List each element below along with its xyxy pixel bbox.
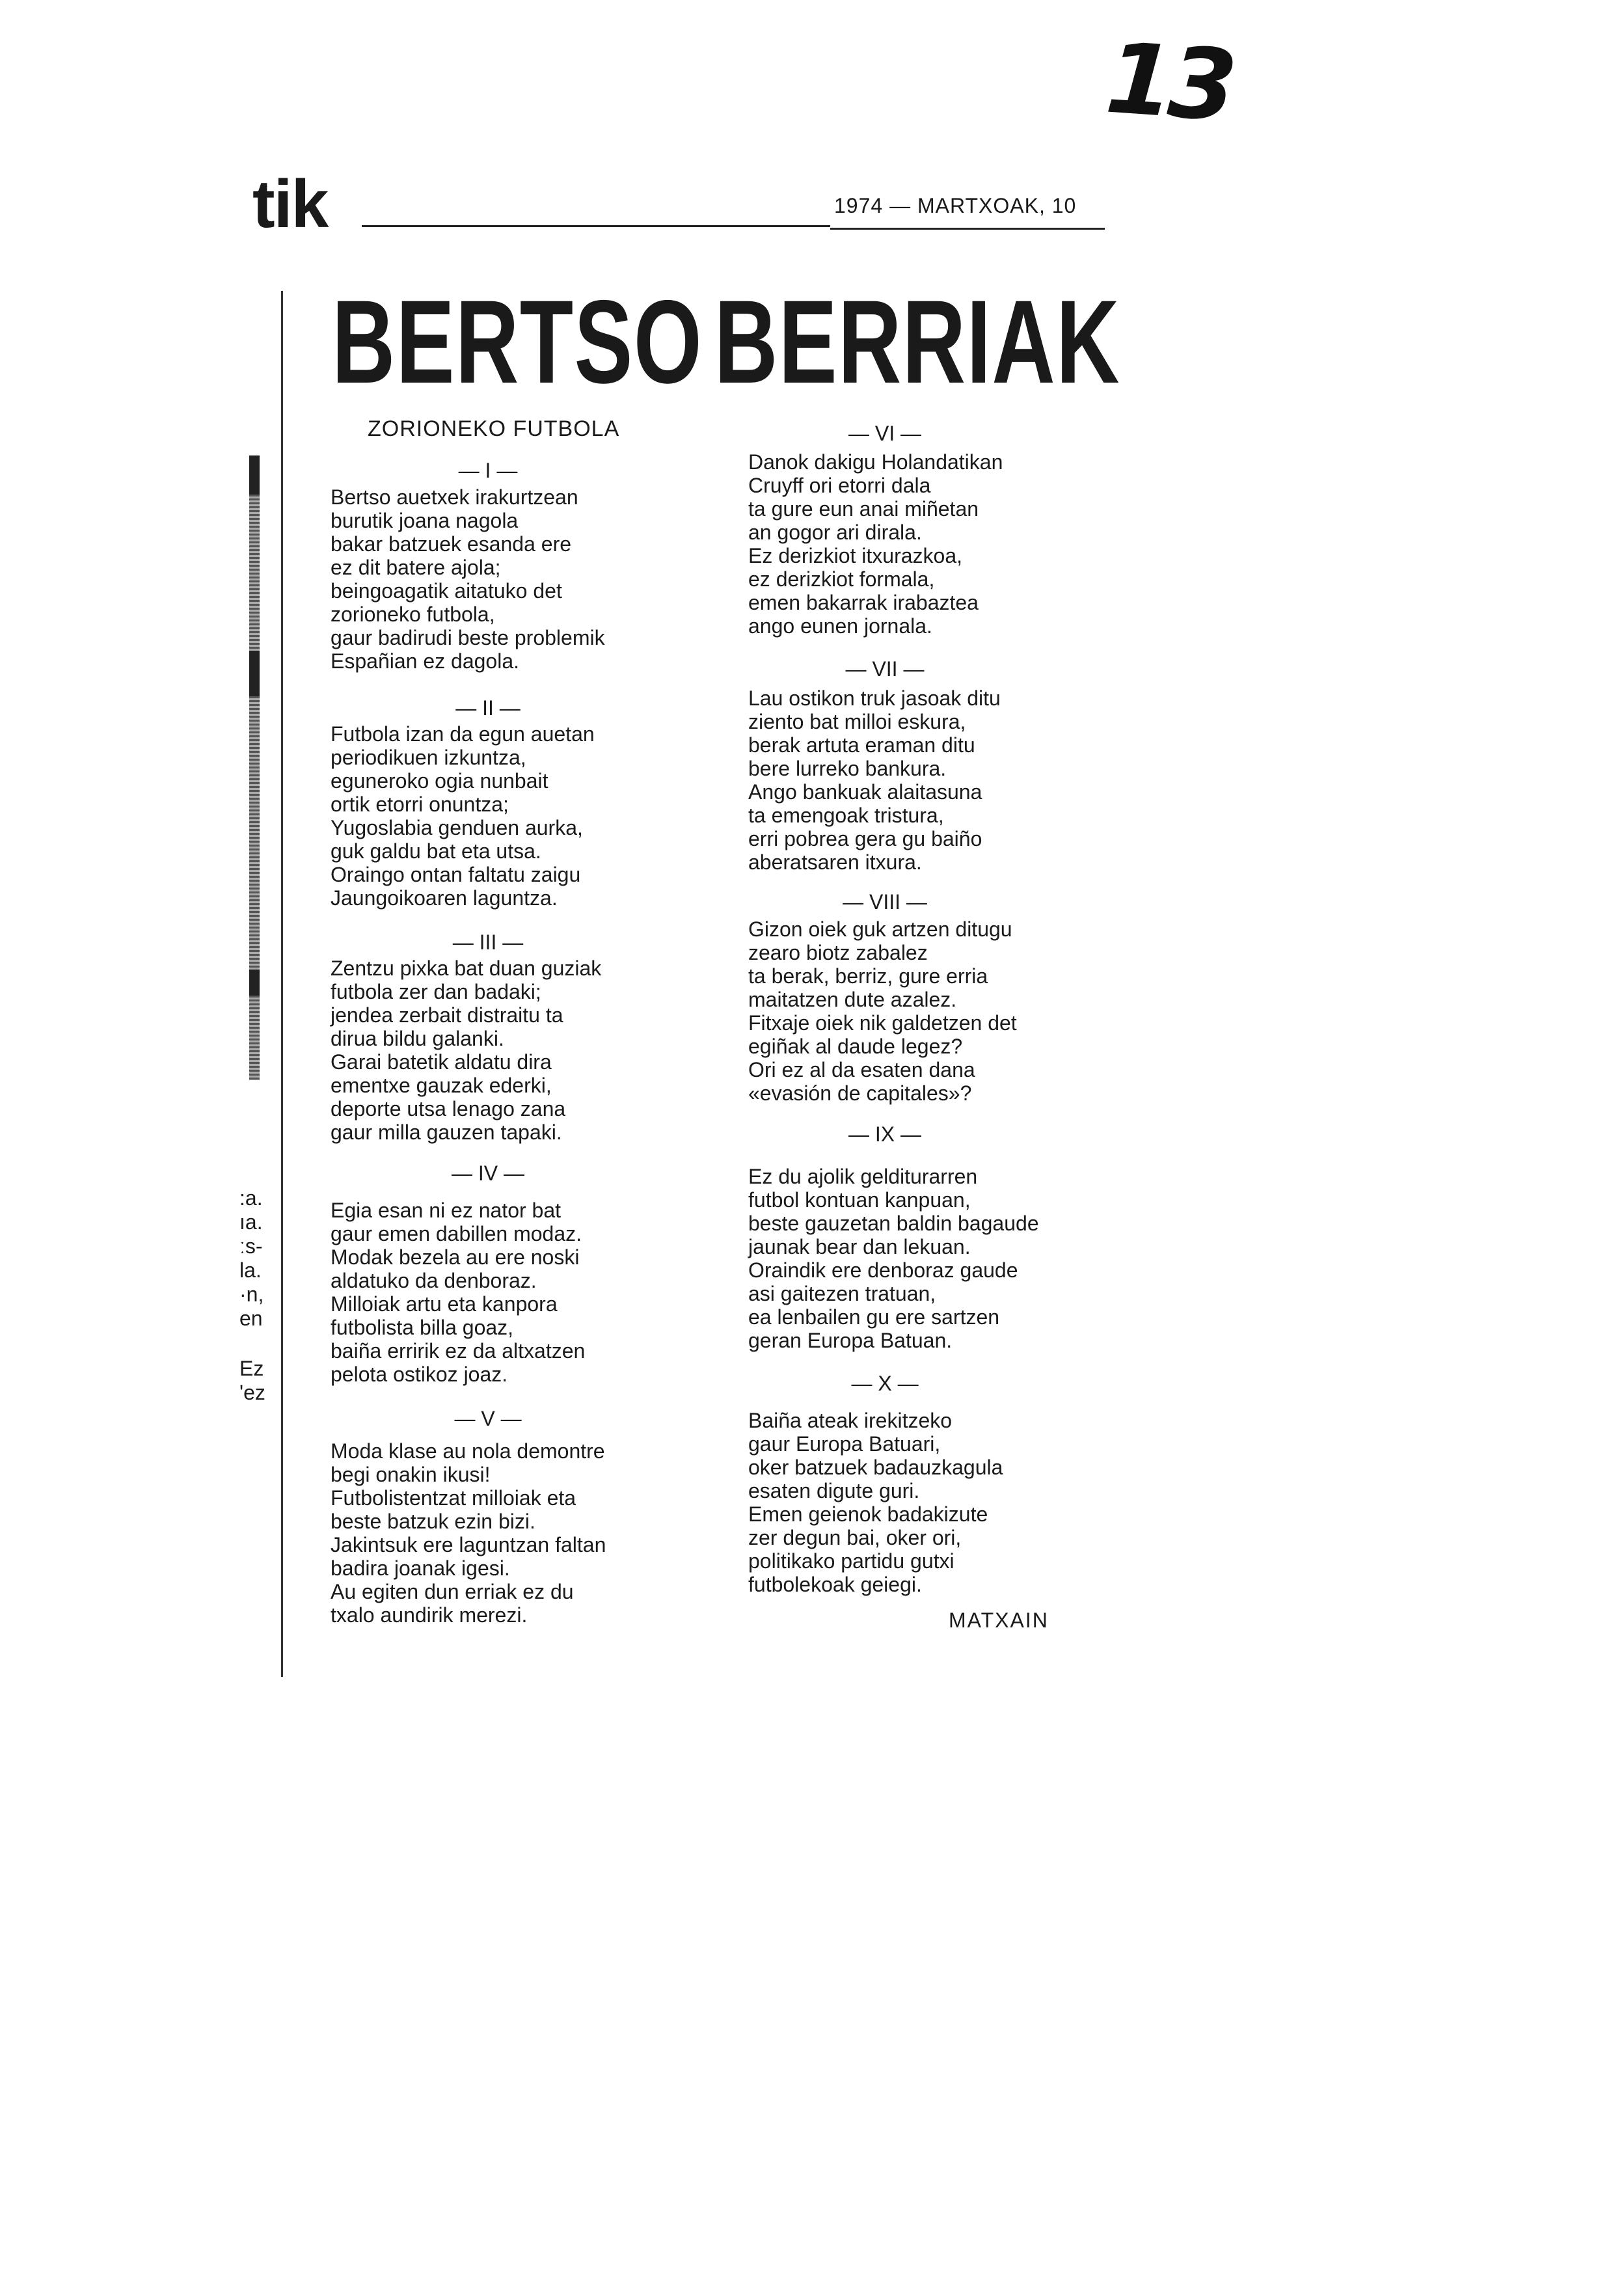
stanza-text: Danok dakigu Holandatikan Cruyff ori etorri dala ta gure eun anai miñetan an gogor ari dirala. Ez derizkiot itxurazkoa, ez derizkiot formala, emen bakarrak irabaztea ango eunen jornala. [748,450,1003,638]
scan-edge-mark [249,696,260,970]
scan-edge-mark [249,996,260,1080]
stanza-text: Lau ostikon truk jasoak ditu ziento bat milloi eskura, berak artuta eraman ditu bere lurreko bankura. Ango bankuak alaitasuna ta emengoak tristura, erri pobrea gera gu baiño aberatsaren itxura. [748,686,1001,874]
margin-fragment: en [239,1307,263,1330]
margin-fragment: la. [239,1258,262,1282]
stanza-number: — VII — [845,657,925,681]
stanza-number: — VIII — [843,890,927,914]
handwritten-page-number: 13 [1102,21,1236,144]
margin-fragment: ıa. [239,1210,263,1234]
poem-title: ZORIONEKO FUTBOLA [368,416,620,441]
stanza-text: Baiña ateak irekitzeko gaur Europa Batuari, oker batzuek badauzkagula esaten digute guri. Emen geienok badakizute zer degun bai, oker ori, politikako partidu gutxi futbolekoak geiegi. [748,1409,1003,1596]
stanza-number: — II — [455,696,521,720]
headline-word: BERTSO [332,275,703,408]
stanza-text: Ez du ajolik gelditurarren futbol kontuan kanpuan, beste gauzetan baldin bagaude jaunak bear dan lekuan. Oraindik ere denboraz gaude asi gaitezen tratuan, ea lenbailen gu ere sartzen geran Europa Batuan. [748,1165,1039,1352]
stanza-number: — VI — [848,422,921,445]
stanza-text: Zentzu pixka bat duan guziak futbola zer dan badaki; jendea zerbait distraitu ta dirua bildu galanki. Garai batetik aldatu dira ementxe gauzak ederki, deporte utsa lenago zana gaur milla gauzen tapaki. [331,957,602,1144]
header-rule [830,228,1105,230]
margin-fragment: ·n, [239,1283,264,1306]
scan-edge-mark [249,651,260,696]
scan-edge-mark [249,455,260,495]
scan-edge-mark [249,970,260,996]
stanza-text: Futbola izan da egun auetan periodikuen izkuntza, eguneroko ogia nunbait ortik etorri onuntza; Yugoslabia genduen aurka, guk galdu bat eta utsa. Oraingo ontan faltatu zaigu Jaungoikoaren laguntza. [331,722,595,910]
stanza-text: Moda klase au nola demontre begi onakin ikusi! Futbolistentzat milloiak eta beste batzuk ezin bizi. Jakintsuk ere laguntzan faltan badira joanak igesi. Au egiten dun erriak ez du txalo aundirik merezi. [331,1439,606,1627]
stanza-text: Bertso auetxek irakurtzean burutik joana nagola bakar batzuek esanda ere ez dit batere ajola; beingoagatik aitatuko det zorioneko futbola, gaur badirudi beste problemik Españian ez dagola. [331,485,605,673]
scan-edge-mark [249,495,260,651]
masthead-fragment: tik [252,167,328,242]
headline-word: BERRIAK [714,275,1120,408]
issue-date: 1974 — MARTXOAK, 10 [834,194,1077,217]
stanza-text: Egia esan ni ez nator bat gaur emen dabillen modaz. Modak bezela au ere noski aldatuko da denboraz. Milloiak artu eta kanpora futbolista billa goaz, baiña erririk ez da altxatzen pelota ostikoz joaz. [331,1199,586,1386]
margin-fragment: Ez [239,1357,264,1380]
stanza-number: — IV — [451,1161,524,1185]
stanza-number: — IX — [848,1122,921,1146]
margin-fragment: ːs- [239,1234,263,1258]
stanza-number: — V — [454,1407,522,1430]
margin-fragment: :a. [239,1186,263,1210]
stanza-text: Gizon oiek guk artzen ditugu zearo biotz zabalez ta berak, berriz, gure erria maitatzen dute azalez. Fitxaje oiek nik galdetzen det egiñak al daude legez? Ori ez al da esaten dana «evasión de capitales»? [748,917,1017,1105]
header-rule [362,225,830,227]
stanza-number: — X — [851,1372,919,1395]
author-signature: MATXAIN [949,1609,1049,1632]
margin-fragment: 'ez [239,1381,265,1404]
column-rule [281,291,283,1677]
stanza-number: — I — [458,459,518,482]
stanza-number: — III — [452,930,524,954]
